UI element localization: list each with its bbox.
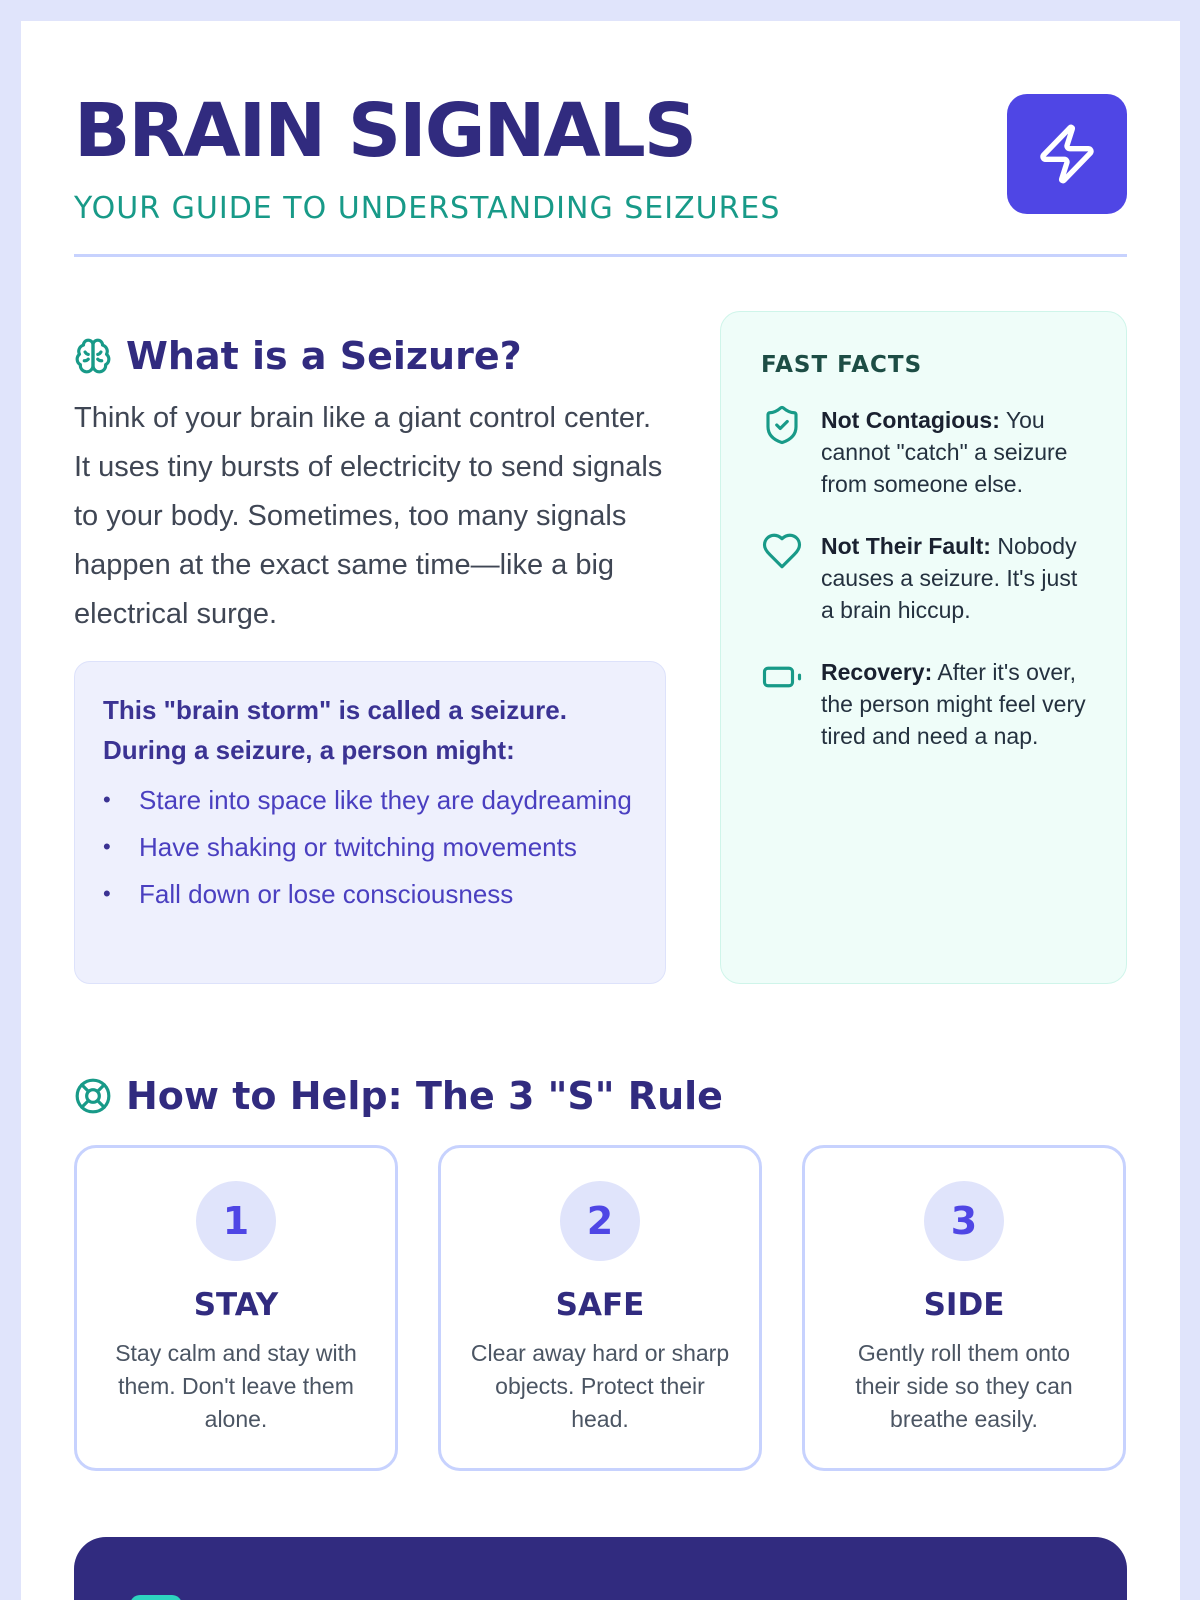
fast-facts-title: FAST FACTS [761,352,923,378]
fact-text [821,656,1086,752]
fact-text [821,530,1086,626]
step-title: SIDE [923,1287,1005,1323]
fast-facts-card [720,311,1127,984]
step-card-safe [438,1145,762,1471]
symptom-list [103,780,637,914]
shield-check-icon [761,404,803,446]
fact-item [761,404,1086,500]
fact-label: Recovery: [821,659,933,685]
fact-text [821,404,1086,500]
fact-item [761,530,1086,626]
step-description: Stay calm and stay with them. Don't leave them alone. [115,1340,357,1432]
section-heading-how-to-help [74,1074,723,1118]
footer-badge-icon [130,1595,182,1600]
section-heading-text: What is a Seizure? [126,334,522,378]
lightning-bolt-icon [1035,122,1099,186]
fact-item [761,656,1086,752]
step-title: SAFE [555,1287,645,1323]
list-item: • Fall down or lose consciousness [103,874,637,914]
intro-paragraph: Think of your brain like a giant control center. It uses tiny bursts of electricity to send signals to your body. Sometimes, too many signals happen at the exact same time—like a big electrical surge. [74,402,663,630]
seizure-callout [74,661,666,984]
list-item: • Stare into space like they are daydreaming [103,780,637,820]
header [74,76,1127,226]
fact-body: After it's over, the person might feel very tired and need a nap. [821,659,1086,749]
life-buoy-icon [74,1077,112,1115]
page-subtitle: YOUR GUIDE TO UNDERSTANDING SEIZURES [74,191,781,226]
header-divider [74,254,1127,257]
step-description: Gently roll them onto their side so they can breathe easily. [855,1340,1073,1432]
step-card-side [802,1145,1126,1471]
step-number: 3 [924,1181,1004,1261]
logo-badge [1007,94,1127,214]
page [21,21,1180,1600]
battery-low-icon [761,656,803,698]
fact-body: You cannot "catch" a seizure from someone else. [821,407,1068,497]
callout-lead: This "brain storm" is called a seizure. During a seizure, a person might: [103,695,567,765]
steps-row [74,1145,1127,1471]
heart-icon [761,530,803,572]
fact-label: Not Contagious: [821,407,1000,433]
brain-icon [74,337,112,375]
step-number: 1 [196,1181,276,1261]
section-heading-what-is [74,334,522,378]
fact-body: Nobody causes a seizure. It's just a brain hiccup. [821,533,1078,623]
fact-label: Not Their Fault: [821,533,991,559]
page-title: BRAIN SIGNALS [74,88,696,174]
step-description: Clear away hard or sharp objects. Protect their head. [470,1340,730,1432]
list-item: • Have shaking or twitching movements [103,827,637,867]
step-card-stay [74,1145,398,1471]
step-number: 2 [560,1181,640,1261]
footer-band [74,1537,1127,1600]
section-heading-text: How to Help: The 3 "S" Rule [126,1074,723,1118]
step-title: STAY [193,1287,279,1323]
